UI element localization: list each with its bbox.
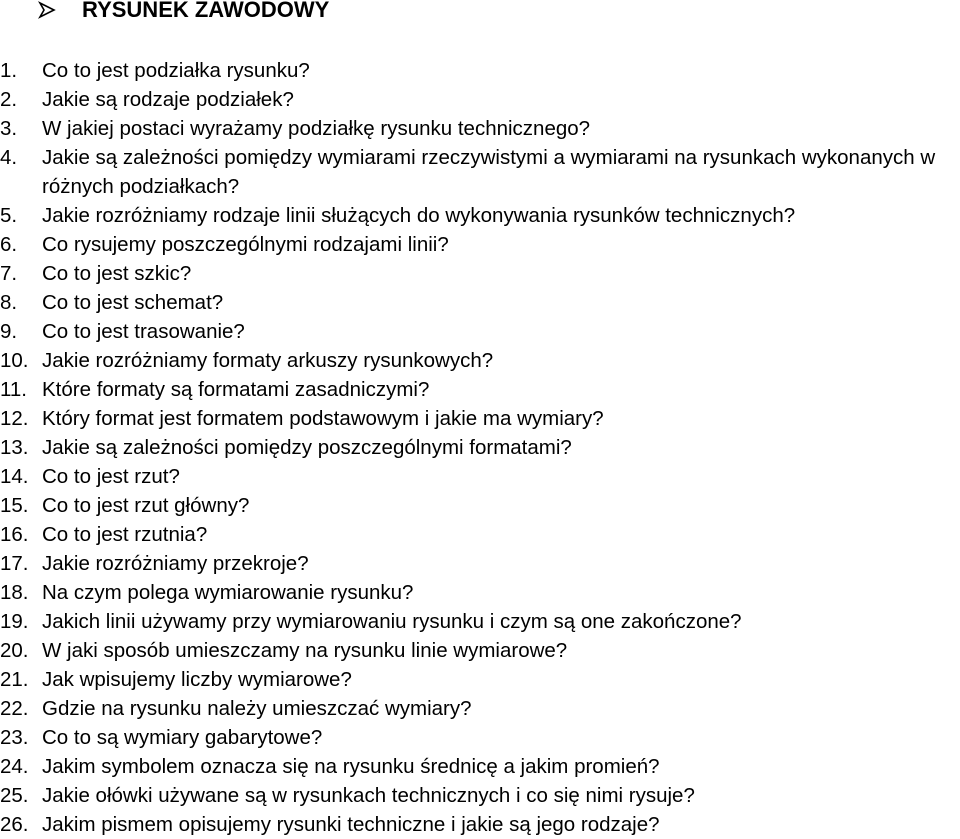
question-number: 3. xyxy=(0,117,18,140)
question-number: 6. xyxy=(0,233,18,256)
question-text: Jakim pismem opisujemy rysunki techniczne i jakie są jego rodzaje? xyxy=(42,813,660,836)
question-text: Co to jest trasowanie? xyxy=(42,320,245,343)
question-item xyxy=(0,259,960,288)
question-text: Jakie ołówki używane są w rysunkach technicznych i co się nimi rysuje? xyxy=(42,784,695,807)
question-text: Które formaty są formatami zasadniczymi? xyxy=(42,378,430,401)
question-text: Jak wpisujemy liczby wymiarowe? xyxy=(42,668,352,691)
question-item xyxy=(0,694,960,723)
question-text: Jakim symbolem oznacza się na rysunku średnicę a jakim promień? xyxy=(42,755,660,778)
question-number: 12. xyxy=(0,407,29,430)
section-heading xyxy=(36,0,329,28)
question-list xyxy=(0,56,960,839)
question-item xyxy=(0,520,960,549)
question-number: 18. xyxy=(0,581,29,604)
question-text: Jakie są zależności pomiędzy wymiarami rzeczywistymi a wymiarami na rysunkach wykonanych w różnych podziałkach? xyxy=(42,146,936,198)
question-item xyxy=(0,578,960,607)
question-item xyxy=(0,230,960,259)
question-text: Co to jest rzut? xyxy=(42,465,180,488)
question-text: Co rysujemy poszczególnymi rodzajami linii? xyxy=(42,233,449,256)
question-item xyxy=(0,636,960,665)
question-text: Co to jest schemat? xyxy=(42,291,224,314)
question-text: Na czym polega wymiarowanie rysunku? xyxy=(42,581,414,604)
question-number: 1. xyxy=(0,59,18,82)
question-item xyxy=(0,288,960,317)
question-text: Co to jest podziałka rysunku? xyxy=(42,59,310,82)
question-text: Jakie rozróżniamy formaty arkuszy rysunkowych? xyxy=(42,349,494,372)
question-item xyxy=(0,346,960,375)
question-text: W jaki sposób umieszczamy na rysunku linie wymiarowe? xyxy=(42,639,568,662)
question-item xyxy=(0,549,960,578)
question-number: 23. xyxy=(0,726,29,749)
arrowhead-bullet-icon xyxy=(36,0,58,21)
question-number: 20. xyxy=(0,639,29,662)
question-text: Jakie rozróżniamy przekroje? xyxy=(42,552,309,575)
question-number: 5. xyxy=(0,204,18,227)
question-item xyxy=(0,375,960,404)
question-number: 25. xyxy=(0,784,29,807)
question-text: Jakich linii używamy przy wymiarowaniu rysunku i czym są one zakończone? xyxy=(42,610,742,633)
question-item xyxy=(0,810,960,839)
question-text: Jakie rozróżniamy rodzaje linii służących do wykonywania rysunków technicznych? xyxy=(42,204,796,227)
question-text: Gdzie na rysunku należy umieszczać wymiary? xyxy=(42,697,472,720)
question-item xyxy=(0,462,960,491)
question-number: 16. xyxy=(0,523,29,546)
question-number: 17. xyxy=(0,552,29,575)
question-number: 4. xyxy=(0,146,18,169)
question-text: Co to jest rzut główny? xyxy=(42,494,250,517)
question-item xyxy=(0,607,960,636)
question-number: 10. xyxy=(0,349,29,372)
question-text: Który format jest formatem podstawowym i jakie ma wymiary? xyxy=(42,407,604,430)
question-item xyxy=(0,491,960,520)
question-number: 19. xyxy=(0,610,29,633)
question-item xyxy=(0,201,960,230)
question-text: Co to są wymiary gabarytowe? xyxy=(42,726,323,749)
question-item xyxy=(0,665,960,694)
question-number: 2. xyxy=(0,88,18,111)
question-number: 9. xyxy=(0,320,18,343)
question-item xyxy=(0,723,960,752)
question-text: Jakie są rodzaje podziałek? xyxy=(42,88,294,111)
question-text: Co to jest rzutnia? xyxy=(42,523,208,546)
question-text: Jakie są zależności pomiędzy poszczególnymi formatami? xyxy=(42,436,572,459)
question-number: 15. xyxy=(0,494,29,517)
question-number: 14. xyxy=(0,465,29,488)
question-number: 22. xyxy=(0,697,29,720)
question-number: 13. xyxy=(0,436,29,459)
section-title: RYSUNEK ZAWODOWY xyxy=(82,0,330,22)
question-number: 8. xyxy=(0,291,18,314)
question-item xyxy=(0,85,960,114)
question-item xyxy=(0,752,960,781)
question-item xyxy=(0,433,960,462)
question-number: 26. xyxy=(0,813,29,836)
question-number: 21. xyxy=(0,668,29,691)
question-item xyxy=(0,114,960,143)
question-item xyxy=(0,404,960,433)
question-number: 11. xyxy=(0,378,27,401)
question-item xyxy=(0,56,960,85)
question-number: 7. xyxy=(0,262,18,285)
question-text: Co to jest szkic? xyxy=(42,262,192,285)
question-item xyxy=(0,317,960,346)
question-item xyxy=(0,143,960,201)
question-item xyxy=(0,781,960,810)
question-number: 24. xyxy=(0,755,29,778)
question-text: W jakiej postaci wyrażamy podziałkę rysunku technicznego? xyxy=(42,117,591,140)
